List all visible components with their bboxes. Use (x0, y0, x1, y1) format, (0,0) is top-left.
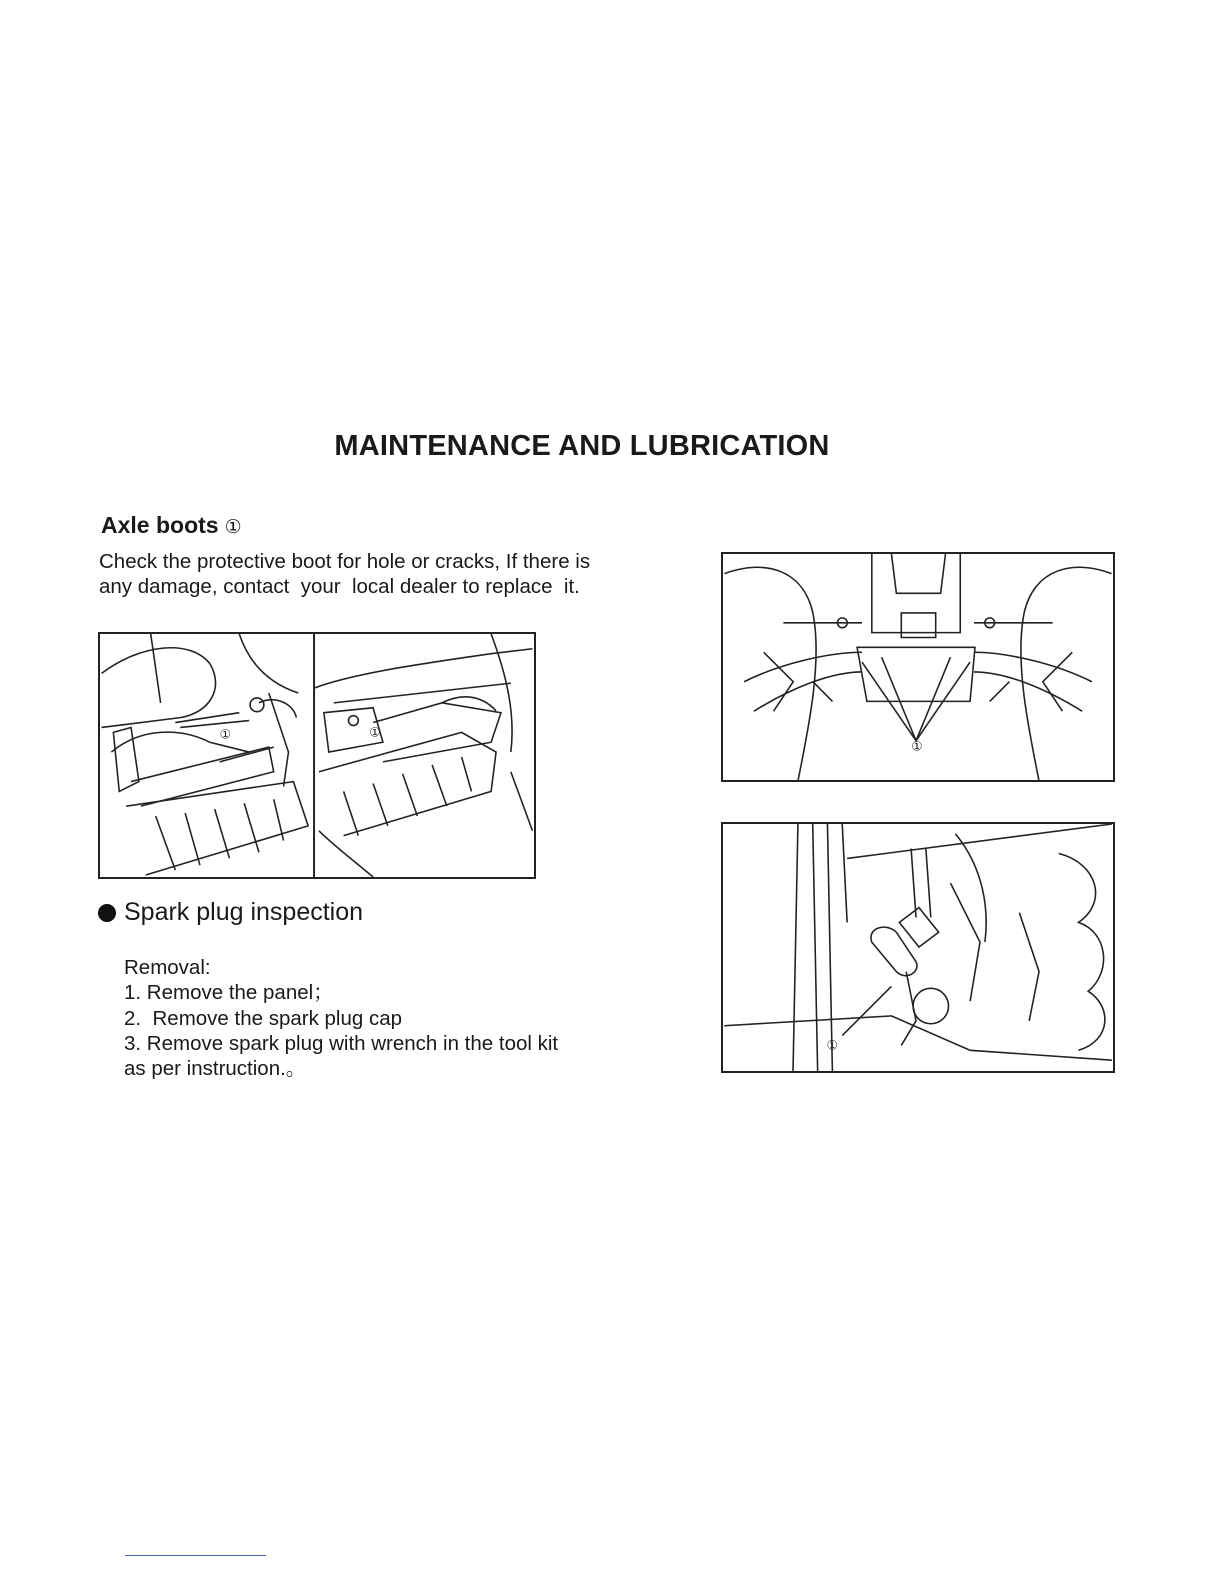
rear-axle-callout: ① (911, 739, 923, 755)
axle-boot-callout-right: ① (369, 725, 381, 741)
step-3: 3. Remove spark plug with wrench in the tool kit (124, 1031, 559, 1055)
axle-boot-callout-left: ① (219, 727, 232, 743)
axle-boots-heading (101, 512, 242, 539)
axle-boots-callout: ① (224, 516, 242, 538)
rear-axle-figure (721, 552, 1115, 782)
removal-label: Removal: (124, 956, 211, 979)
spark-plug-heading-text: Spark plug inspection (124, 898, 364, 926)
rear-axle-illustration (723, 554, 1113, 780)
spark-plug-figure (721, 822, 1115, 1073)
bullet-icon (98, 904, 116, 922)
axle-boots-line-1: Check the protective boot for hole or cracks, If there is (99, 550, 591, 573)
spark-plug-illustration (723, 824, 1113, 1071)
spark-plug-callout: ① (826, 1038, 838, 1054)
footer-rule (125, 1555, 266, 1556)
axle-boot-figure-pair (98, 632, 536, 879)
step-3-continued: as per instruction.。 (124, 1057, 307, 1081)
page-title: MAINTENANCE AND LUBRICATION (334, 430, 830, 462)
step-1: 1. Remove the panel； (124, 981, 334, 1005)
axle-boots-heading-text: Axle boots (101, 512, 219, 538)
spark-plug-heading (98, 898, 363, 927)
axle-boots-paragraph (99, 549, 669, 599)
spark-plug-steps (124, 955, 558, 1081)
step-2: 2. Remove the spark plug cap (124, 1006, 403, 1030)
axle-boot-illustration (100, 634, 534, 877)
axle-boots-line-2: any damage, contact your local dealer to replace it. (99, 575, 580, 598)
